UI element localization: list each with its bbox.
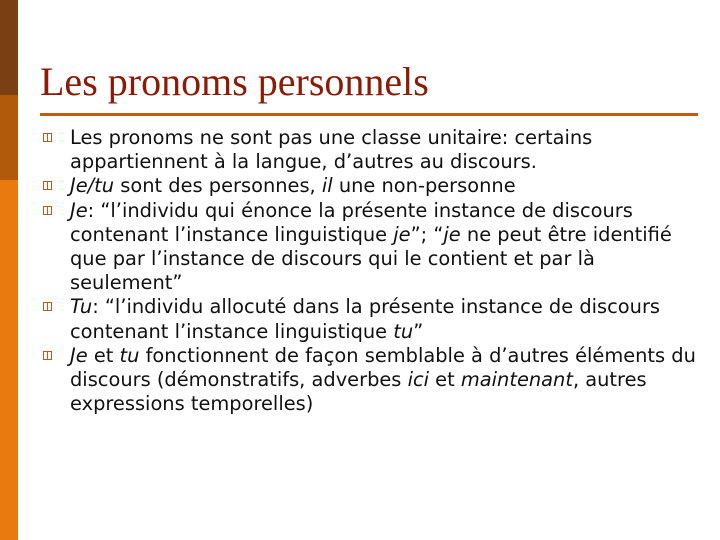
bullet-text-italic: maintenant: [460, 368, 573, 392]
bullet-text: : “l’individu allocuté dans la présente instance de discours contenant l’instance linguistique: [70, 295, 661, 343]
bullet-item: [40, 295, 704, 343]
bullet-text-italic: ici: [407, 368, 430, 392]
bullet-item: [40, 199, 704, 296]
bullet-item: [40, 126, 704, 174]
bullet-text: et: [87, 343, 120, 367]
bullet-text: une non-personne: [332, 174, 516, 198]
bullet-text-italic: Je: [70, 198, 88, 222]
side-bar-segment-light: [0, 180, 18, 540]
square-bullet-icon: [43, 133, 52, 142]
bullet-text: ne peut être identifié que par l’instance de discours qui le contient et par là seulement”: [70, 222, 672, 295]
square-bullet-icon: [43, 351, 52, 360]
title-underline: [40, 113, 698, 116]
bullet-item: [40, 174, 704, 198]
square-bullet-icon: [43, 206, 52, 215]
bullet-text-italic: il: [321, 174, 333, 198]
bullet-text: Les pronoms ne sont pas une classe unitaire: certains appartiennent à la langue, d’autres au discours.: [70, 126, 593, 174]
bullet-text-italic: tu: [393, 319, 414, 343]
slide-title: Les pronoms personnels: [40, 59, 429, 104]
bullet-text: et: [429, 368, 461, 392]
bullet-text: sont des personnes,: [114, 174, 322, 198]
square-bullet-icon: [43, 181, 52, 190]
bullet-text-italic: Je: [70, 343, 88, 367]
square-bullet-icon: [43, 302, 52, 311]
bullet-text: , autres expressions temporelles): [70, 368, 647, 416]
side-bar-segment-mid: [0, 95, 18, 180]
bullet-text-italic: tu: [119, 343, 140, 367]
bullet-text-italic: Tu: [70, 295, 93, 319]
bullet-text: : “l’individu qui énonce la présente instance de discours contenant l’instance linguistique: [70, 198, 633, 246]
bullet-text: ”: [413, 319, 424, 343]
decorative-side-bar: [0, 0, 18, 540]
bullet-text: fonctionnent de façon semblable à d’autres éléments du discours (démonstratifs, adverbes: [70, 343, 696, 392]
bullet-text: ”; “: [410, 222, 444, 246]
side-bar-segment-dark: [0, 0, 18, 95]
bullet-text-italic: je: [443, 222, 461, 246]
bullet-text-italic: Je/tu: [70, 174, 115, 198]
bullet-item: [40, 344, 704, 417]
bullet-text-italic: je: [393, 222, 411, 246]
bullet-list: [40, 126, 704, 416]
